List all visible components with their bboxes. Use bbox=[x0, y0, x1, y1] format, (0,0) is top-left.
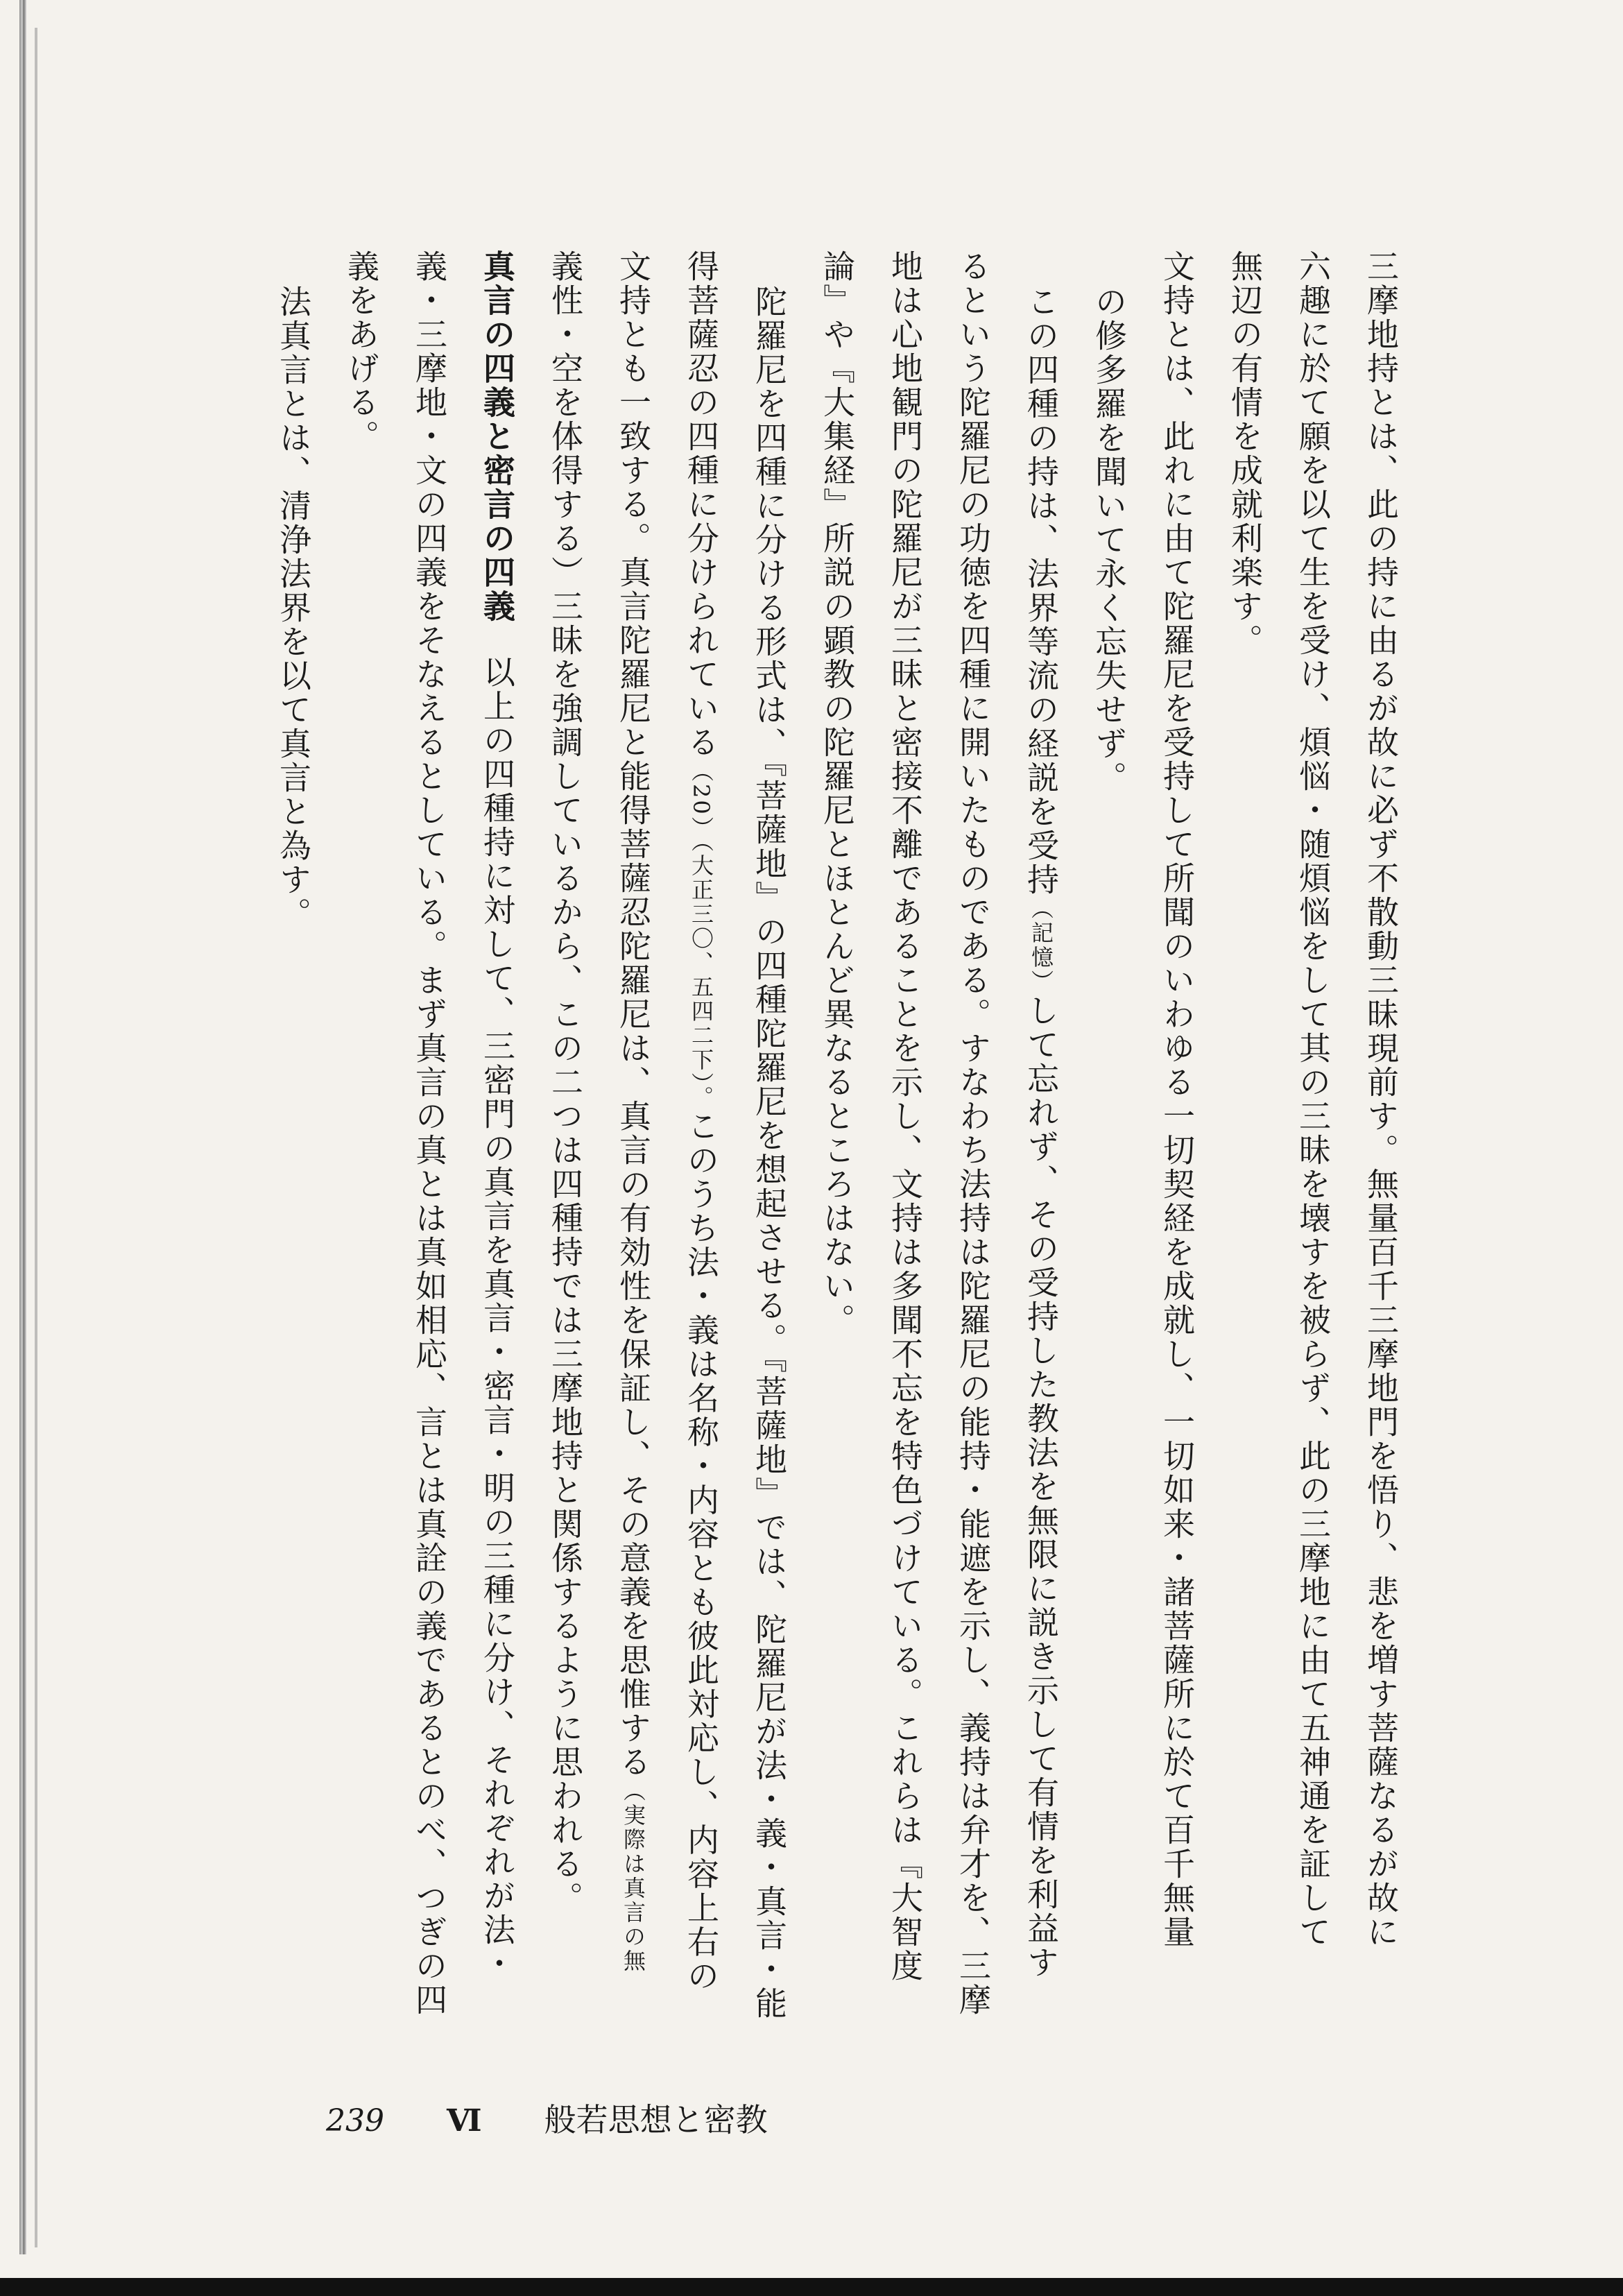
page-footer bbox=[326, 2095, 768, 2141]
text-line: 六趣に於て願を以て生を受け、煩悩・随煩悩をして其の三昧を壊すを被らず、此の三摩地に由て五神通を証して bbox=[1294, 250, 1332, 1949]
text-segment: この四種の持は、法界等流の経説を受持 bbox=[1022, 284, 1060, 897]
inline-note: （実際は真言の無 bbox=[620, 1779, 646, 1973]
text-line: 義をあげる。 bbox=[343, 250, 380, 454]
text-segment: 以上の四種持に対して、三密門の真言を真言・密言・明の三種に分け、それぞれが法・ bbox=[479, 656, 516, 1981]
text-segment: 文持とも一致する。真言陀羅尼と能得菩薩忍陀羅尼は、真言の有効性を保証し、その意義を思惟する bbox=[615, 250, 652, 1779]
inline-note: （記憶） bbox=[1028, 896, 1054, 994]
text-line: 陀羅尼を四種に分ける形式は、『菩薩地』の四種陀羅尼を想起させる。『菩薩地』では、陀羅尼が法・義・真言・能 bbox=[750, 284, 788, 2021]
text-line: 義性・空を体得する）三昧を強調しているから、この二つは四種持では三摩地持と関係するように思われる。 bbox=[547, 250, 584, 1915]
text-line: 無辺の有情を成就利楽す。 bbox=[1226, 250, 1264, 658]
text-line: 義・三摩地・文の四義をそなえるとしている。まず真言の真とは真如相応、言とは真詮の義であるとのべ、つぎの四 bbox=[411, 250, 448, 2017]
text-line bbox=[667, 250, 735, 2053]
text-line bbox=[1007, 250, 1075, 2053]
scan-bottom-edge bbox=[0, 2278, 1623, 2296]
vertical-text-body bbox=[111, 250, 1415, 2053]
footnote-marker: （20） bbox=[688, 760, 714, 841]
text-line: 法真言とは、清浄法界を以て真言と為す。 bbox=[275, 284, 312, 931]
chapter-title: 般若思想と密教 bbox=[544, 2101, 768, 2139]
page-binding-edge bbox=[19, 0, 26, 2254]
text-line: の修多羅を聞いて永く忘失せず。 bbox=[1090, 284, 1128, 795]
text-segment: このうち法・義は名称・内容とも彼此対応し、内容上右の bbox=[682, 1109, 720, 1994]
text-segment: して忘れず、その受持した教法を無限に説き示して有情を利益す bbox=[1022, 993, 1060, 1980]
text-segment: 得菩薩忍の四種に分けられている bbox=[682, 250, 720, 760]
text-line: 論』や『大集経』所説の顕教の陀羅尼とほとんど異なるところはない。 bbox=[818, 250, 856, 1337]
page-binding-shadow bbox=[35, 28, 37, 2247]
page-number: 239 bbox=[326, 2103, 384, 2139]
text-line bbox=[599, 250, 667, 2053]
citation: （大正三〇、五四二下）。 bbox=[688, 840, 714, 1110]
section-heading: 真言の四義と密言の四義 bbox=[479, 250, 516, 624]
chapter-number: Ⅵ bbox=[446, 2103, 482, 2139]
text-line: 三摩地持とは、此の持に由るが故に必ず不散動三昧現前す。無量百千三摩地門を悟り、悲を増す菩薩なるが故に bbox=[1362, 250, 1400, 1949]
text-line: 文持とは、此れに由て陀羅尼を受持して所聞のいわゆる一切契経を成就し、一切如来・諸菩薩所に於て百千無量 bbox=[1158, 250, 1196, 1949]
text-line: るという陀羅尼の功徳を四種に開いたものである。すなわち法持は陀羅尼の能持・能遮を示し、義持は弁才を、三摩 bbox=[954, 250, 992, 2017]
text-line bbox=[463, 250, 531, 2053]
text-line: 地は心地観門の陀羅尼が三昧と密接不離であることを示し、文持は多聞不忘を特色づけている。これらは『大智度 bbox=[886, 250, 924, 1983]
